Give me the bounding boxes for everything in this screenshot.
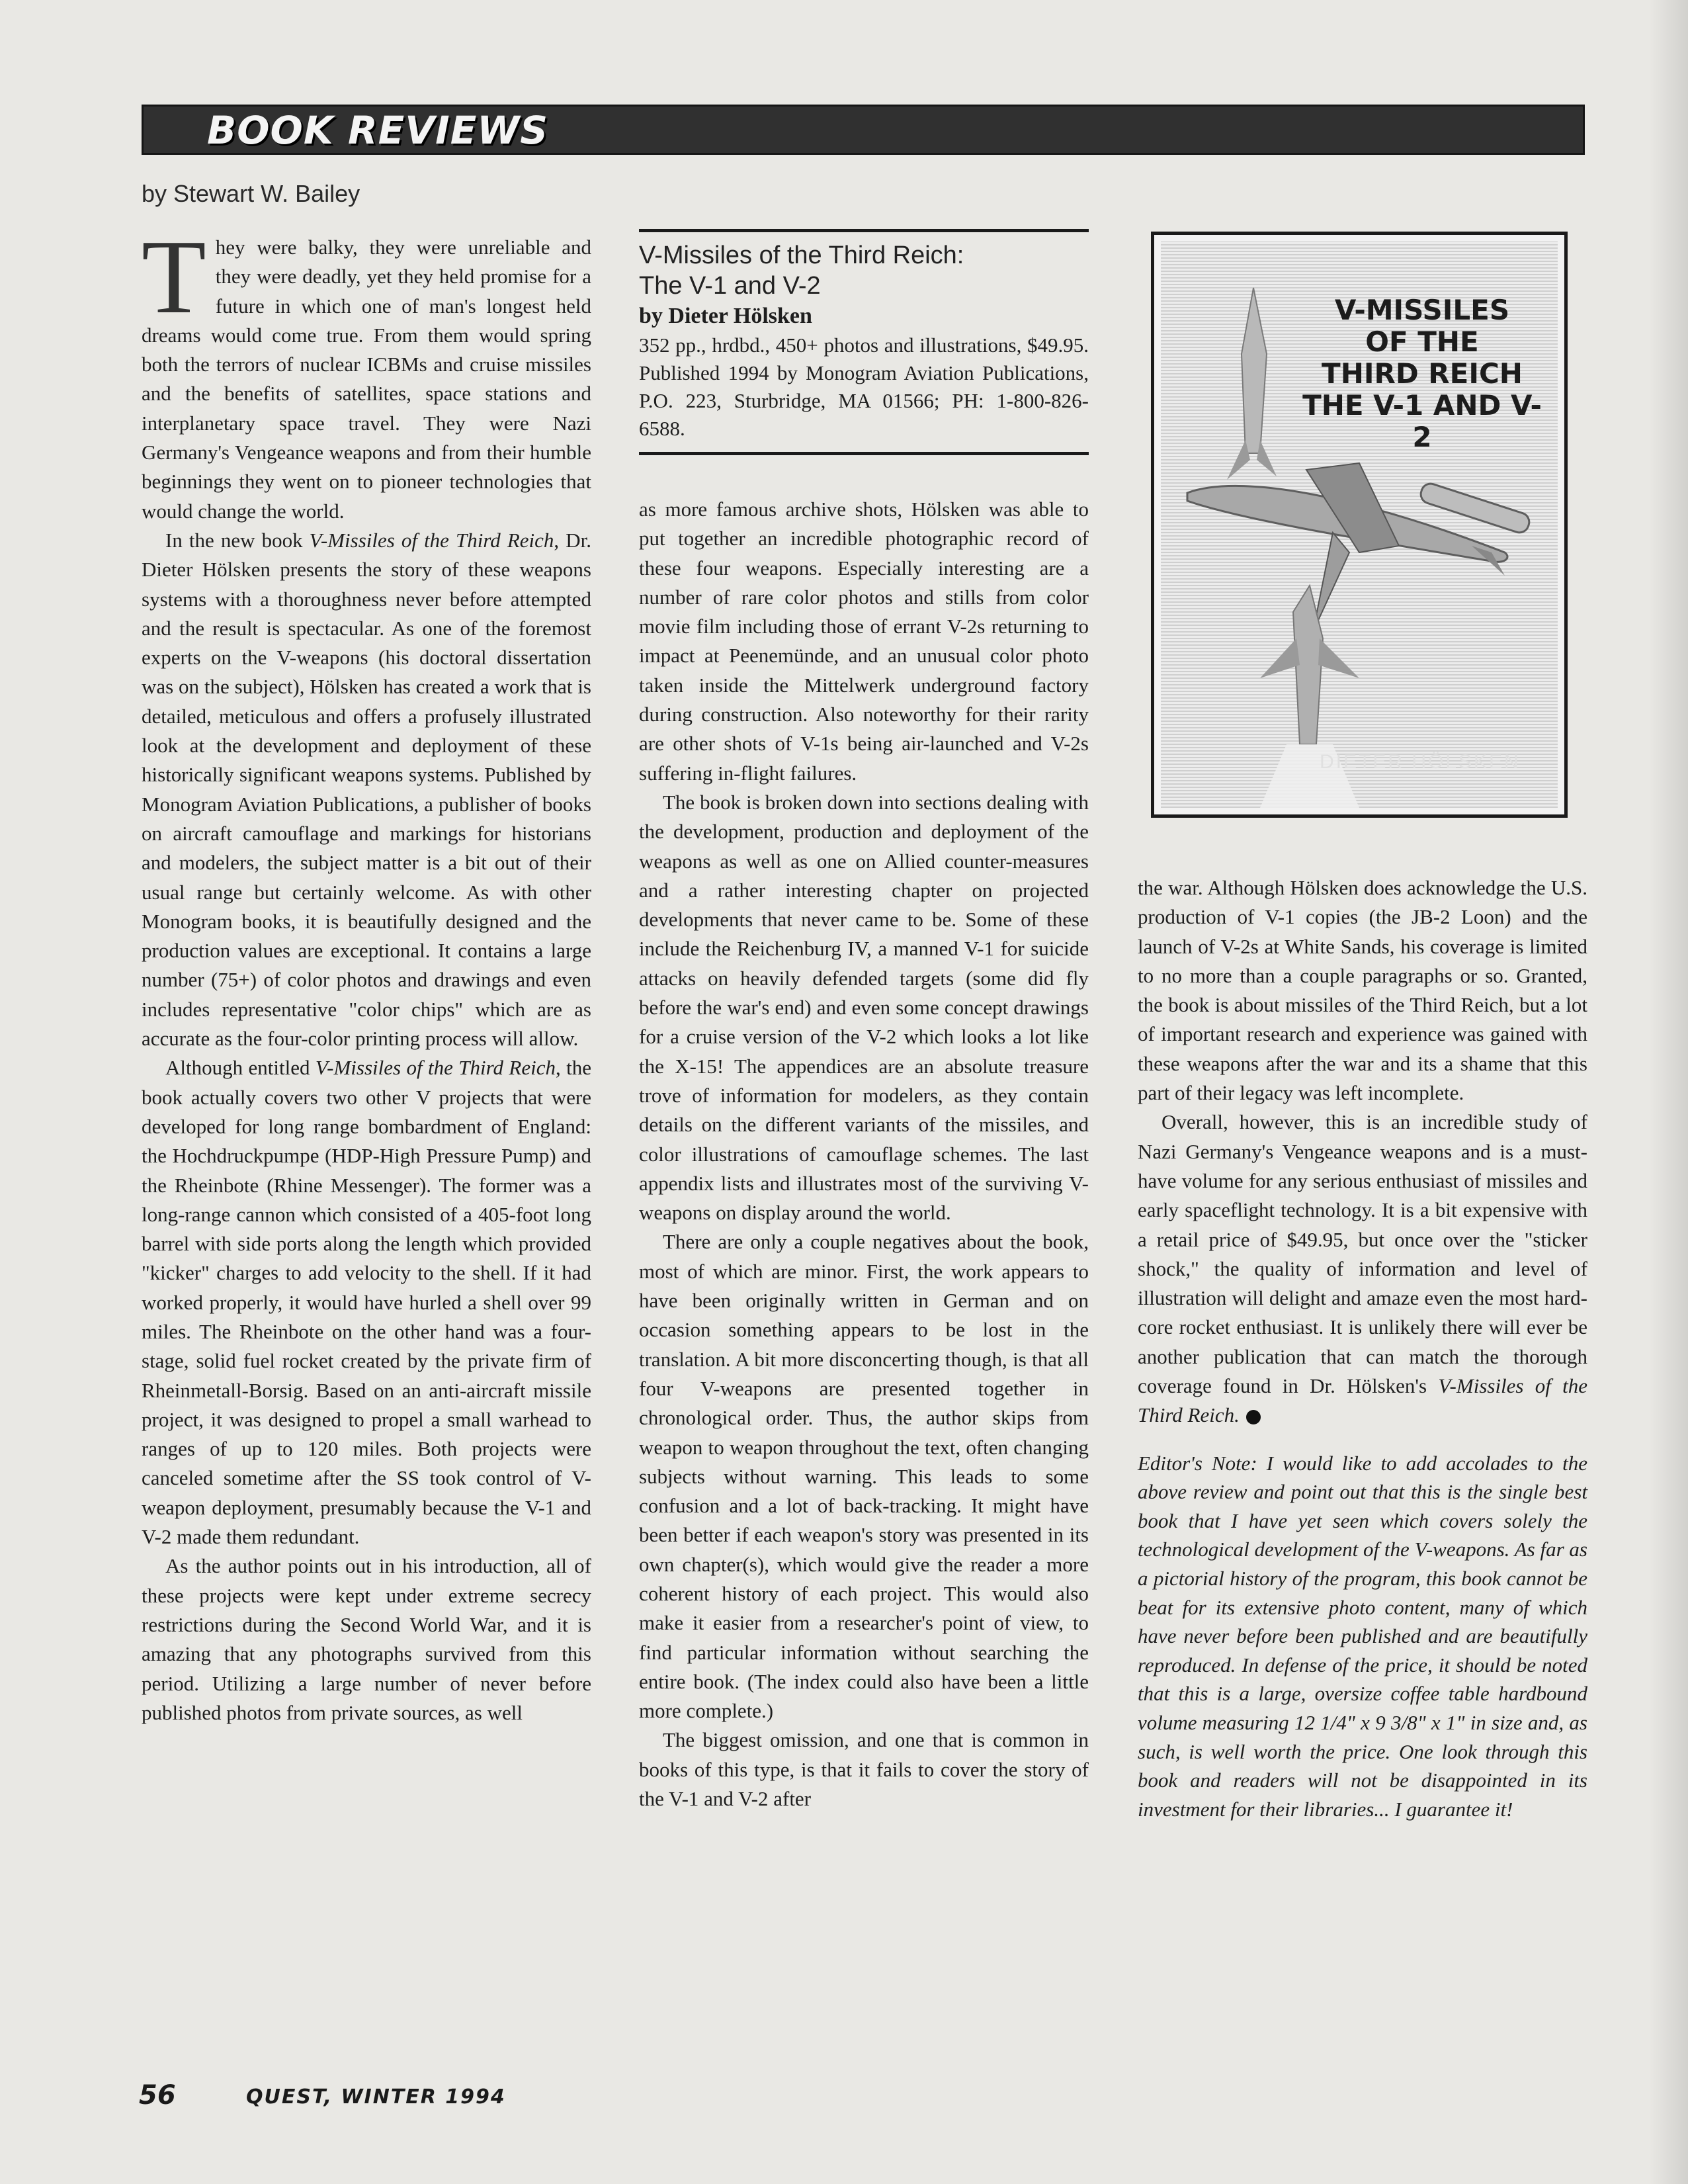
rocket-fin (1318, 638, 1359, 678)
rocket-fin (1260, 638, 1300, 678)
paragraph-text: Overall, however, this is an incredible study of Nazi Germany's Vengeance weapons and is a must-have volume for any serious enthusiast of missiles and early spaceflight technology. It is a bit expensive with a retail price of $49.95, but once over the "sticker shock," the quality of information and level of illustration will delight and amaze even the most hard-core rocket enthusiast. It is unlikely there will ever be another publication that can match the thorough coverage found in Dr. Hölsken's (1138, 1110, 1587, 1398)
paragraph: the war. Although Hölsken does acknowledge the U.S. production of V-1 copies (the JB-2 Loon) and the launch of V-2s at White Sands, his coverage is limited to no more than a couple paragraphs or so. Granted, the book is about missiles of the Third Reich, but a lot of important research and experience was gained with these weapons after the war and its a shame that this part of their legacy was left incomplete. (1138, 876, 1587, 1105)
book-cover-background (1161, 241, 1558, 808)
paragraph-text: Although entitled (165, 1056, 316, 1080)
paragraph-text: , Dr. Dieter Hölsken presents the story of these weapons systems with a thoroughness never before attempted and the result is spectacular. As one of the foremost experts on the V-weapons (his doctoral dissertation was on the subject), Hölsken has created a work that is detailed, meticulous and offers a profusely illustrated look at the development and deployment of these historically significant weapons systems. Published by Monogram Aviation Publications, a publisher of books on aircraft camouflage and markings for historians and modelers, the subject matter is a bit out of their usual range but certainly welcome. As with other Monogram books, it is beautifully designed and the production values are exceptional. It contains a large number (75+) of color photos and drawings and even includes representative "color chips" which are as accurate as the four-color printing process will allow. (142, 528, 591, 1051)
paragraph: There are only a couple negatives about the book, most of which are minor. First, the work appears to have been originally written in German and on occasion something appears to be lost in the translation. A bit more disconcerting though, is that all four V-weapons are presented together in chronological order. Thus, the author skips from weapon to weapon throughout the text, often changing subjects without warning. This leads to some confusion and a lot of back-tracking. It might have been better if each weapon's story was presented in its own chapter(s), which would give the reader a more coherent history of each project. This would also make it easier from a researcher's point of view, to find particular information without searching the entire book. (The index could also have been a little more complete.) (639, 1230, 1089, 1723)
magazine-issue: QUEST, WINTER 1994 (246, 2085, 506, 2109)
book-title-line2: The V-1 and V-2 (639, 272, 821, 300)
section-title: BOOK REVIEWS (207, 108, 549, 153)
v2-rocket-shape (1242, 288, 1267, 453)
cover-title-line: THE V-1 AND V-2 (1302, 389, 1542, 453)
book-title-italic: V-Missiles of the Third Reich (309, 528, 554, 552)
book-cover-image (1151, 232, 1568, 818)
book-title-italic: V-Missiles of the Third Reich (315, 1056, 556, 1080)
paragraph (142, 1053, 591, 1551)
paragraph: The book is broken down into sections dealing with the development, production and deployment of the weapons as well as one on Allied counter-measures and a rather interesting chapter on projected developments that never came to be. Some of these include the Reichenburg IV, a manned V-1 for suicide attacks on heavily defended targets (some did fly before the war's end) and even some concept drawings for a cruise version of the V-2 which looks a lot like the X-15! The appendices are an absolute treasure trove of information for modelers, as they contain details on the different variants of the missiles, and color illustrations of camouflage schemes. The last appendix lists and illustrates most of the surviving V-weapons on display around the world. (639, 790, 1089, 1225)
cover-author: DIETER HÖLSKEN (1320, 751, 1521, 773)
drop-cap: T (142, 218, 206, 335)
book-author: by Dieter Hölsken (639, 304, 812, 328)
review-info-box (639, 229, 1089, 455)
book-title-line1: V-Missiles of the Third Reich: (639, 241, 964, 269)
byline: by Stewart W. Bailey (142, 180, 360, 207)
paragraph-text: In the new book (165, 528, 310, 552)
paragraph: as more famous archive shots, Hölsken was able to put together an incredible photographic record of these four weapons. Especially interesting are a number of rare color photos and stills from color movie film including those of errant V-2s returning to impact at Peenemünde, and an unusual color photo taken inside the Mittelwerk underground factory during construction. Also noteworthy for their rarity are other shots of V-1s being air-launched and V-2s suffering in-flight failures. (639, 498, 1089, 785)
end-bullet-icon (1246, 1410, 1261, 1424)
rocket-fin (1257, 440, 1277, 476)
cover-title-line: V-MISSILES (1334, 294, 1510, 326)
page-edge-shadow (1648, 0, 1688, 2184)
editor-note: Editor's Note: I would like to add accolades to the above review and point out that this is the single best book that I have yet seen which covers solely the technological development of the V-weapons. As far as a pictorial history of the program, this book cannot be beat for its extensive photo content, many of which have never before been published and are beautifully reproduced. In defense of the price, it should be noted that this is a large, oversize coffee table hardbound volume measuring 12 1/4" x 9 3/8" x 1" in size and, as such, is well worth the price. One look through this book and readers will not be disappointed in its investment for their libraries... I guarantee it! (1138, 1451, 1587, 1821)
paragraph: As the author points out in his introduction, all of these projects were kept under extreme secrecy restrictions during the Second World War, and it is amazing that any photographs survived from this period. Utilizing a large number of never before published photos from private sources, as well (142, 1554, 591, 1724)
v1-wing-lower (1313, 533, 1349, 632)
section-banner (142, 105, 1585, 155)
rocket-fin (1227, 440, 1250, 480)
column-2 (639, 495, 1089, 1813)
page-number: 56 (139, 2080, 176, 2111)
paragraph (1138, 1108, 1587, 1430)
paragraph-text: hey were balky, they were unreliable and they were deadly, yet they held promise for a future in which one of man's longest held dreams would come true. From them would spring both the terrors of nuclear ICBMs and cruise missiles and the benefits of satellites, space stations and interplanetary space travel. They were Nazi Germany's Vengeance weapons and from their humble beginnings they went on to pioneer technologies that would change the world. (142, 236, 591, 523)
book-details: 352 pp., hrdbd., 450+ photos and illustrations, $49.95. Published 1994 by Monogram Aviation Publications, P.O. 223, Sturbridge, MA 01566; PH: 1-800-826-6588. (639, 333, 1089, 440)
paragraph (142, 526, 591, 1053)
paragraph (142, 218, 591, 526)
book-title-italic: V-Missiles of the Third Reich. (1138, 1374, 1587, 1427)
cover-title-line: THIRD REICH (1322, 357, 1523, 390)
column-1 (142, 218, 592, 1727)
cover-title-line: OF THE (1365, 326, 1479, 358)
column-3 (1138, 873, 1587, 1823)
paragraph: The biggest omission, and one that is common in books of this type, is that it fails to cover the story of the V-1 and V-2 after (639, 1728, 1089, 1811)
cover-title (1300, 294, 1544, 453)
paragraph-text: , the book actually covers two other V projects that were developed for long range bombardment of England: the Hochdruckpumpe (HDP-High Pressure Pump) and the Rheinbote (Rhine Messenger). The former was a long-range cannon which consisted of a 405-foot long barrel with side ports along the length which provided "kicker" charges to add velocity to the shell. If it had worked properly, it would have hurled a shell over 99 miles. The Rheinbote on the other hand was a four-stage, solid fuel rocket created by the private firm of Rheinmetall-Borsig. Based on an anti-aircraft missile project, it was designed to propel a small warhead to ranges of up to 120 miles. Both projects were canceled sometime after the SS took control of V-weapon deployment, presumably because the V-1 and V-2 made them redundant. (142, 1056, 592, 1549)
